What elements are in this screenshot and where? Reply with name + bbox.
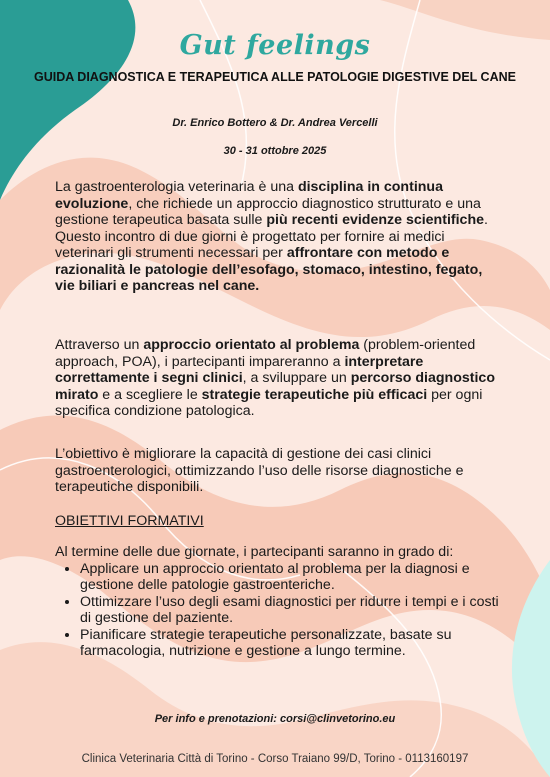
list-item: • Ottimizzare l’uso degli esami diagnostici per ridurre i tempi e i costi di gestione del paziente.	[80, 594, 500, 627]
intro-bold-2: più recenti evidenze scientifiche	[266, 212, 485, 228]
objectives-heading: OBIETTIVI FORMATIVI	[55, 513, 204, 529]
intro-text-2: , che richiede un approccio diagnostico strutturato e una gestione terapeutica basata sulle	[55, 195, 481, 228]
event-dates: 30 - 31 ottobre 2025	[223, 145, 327, 157]
footer-address: Clinica Veterinaria Città di Torino - Corso Traiano 99/D, Torino - 0113160197	[81, 753, 469, 765]
intro-text-3: . Questo incontro di due giorni è progettato per fornire ai medici veterinari gli strumenti necessari per	[55, 212, 488, 261]
event-authors: Dr. Enrico Bottero & Dr. Andrea Vercelli	[172, 117, 378, 129]
objectives-intro: Al termine delle due giornate, i partecipanti saranno in grado di:	[55, 544, 454, 560]
approach-paragraph	[55, 337, 500, 420]
approach-bold-4: strategie terapeutiche più efficaci	[201, 386, 428, 403]
contact-info: Per info e prenotazioni: corsi@clinvetorino.eu	[154, 713, 396, 725]
approach-bold-1: approccio orientato al problema	[143, 337, 360, 353]
objectives-list	[55, 561, 500, 660]
event-subtitle: GUIDA DIAGNOSTICA E TERAPEUTICA ALLE PATOLOGIE DIGESTIVE DEL CANE	[34, 70, 516, 84]
approach-text-2: (problem-oriented approach, POA), i partecipanti impareranno a	[55, 337, 476, 370]
list-item: • Pianificare strategie terapeutiche personalizzate, basate su farmacologia, nutrizione e gestione a lungo termine.	[80, 627, 500, 660]
intro-text-1: La gastroenterologia veterinaria è una	[55, 179, 298, 195]
list-item: • Applicare un approccio orientato al problema per la diagnosi e gestione delle patologie gastroenteriche.	[80, 561, 500, 594]
approach-text-1: Attraverso un	[55, 337, 144, 353]
event-title: Gut feelings	[179, 30, 371, 61]
intro-bold-3: affrontare con metodo e razionalità le patologie dell’esofago, stomaco, intestino, fegato, vie biliari e pancreas nel cane.	[55, 245, 483, 294]
intro-bold-1: disciplina in continua evoluzione	[55, 179, 443, 212]
approach-text-5: per ogni specifica condizione patologica.	[55, 386, 483, 419]
approach-bold-2: interpretare correttamente i segni clinici	[55, 353, 424, 386]
objectives-section	[55, 544, 500, 660]
approach-text-3: , a sviluppare un	[242, 370, 351, 386]
approach-bold-3: percorso diagnostico mirato	[55, 370, 495, 403]
intro-paragraph	[55, 179, 500, 295]
goal-paragraph: L’obiettivo è migliorare la capacità di gestione dei casi clinici gastroenterologici, ottimizzando l’uso delle risorse diagnostiche e terapeutiche disponibili.	[55, 446, 464, 495]
approach-text-4: e a scegliere le	[98, 386, 202, 403]
